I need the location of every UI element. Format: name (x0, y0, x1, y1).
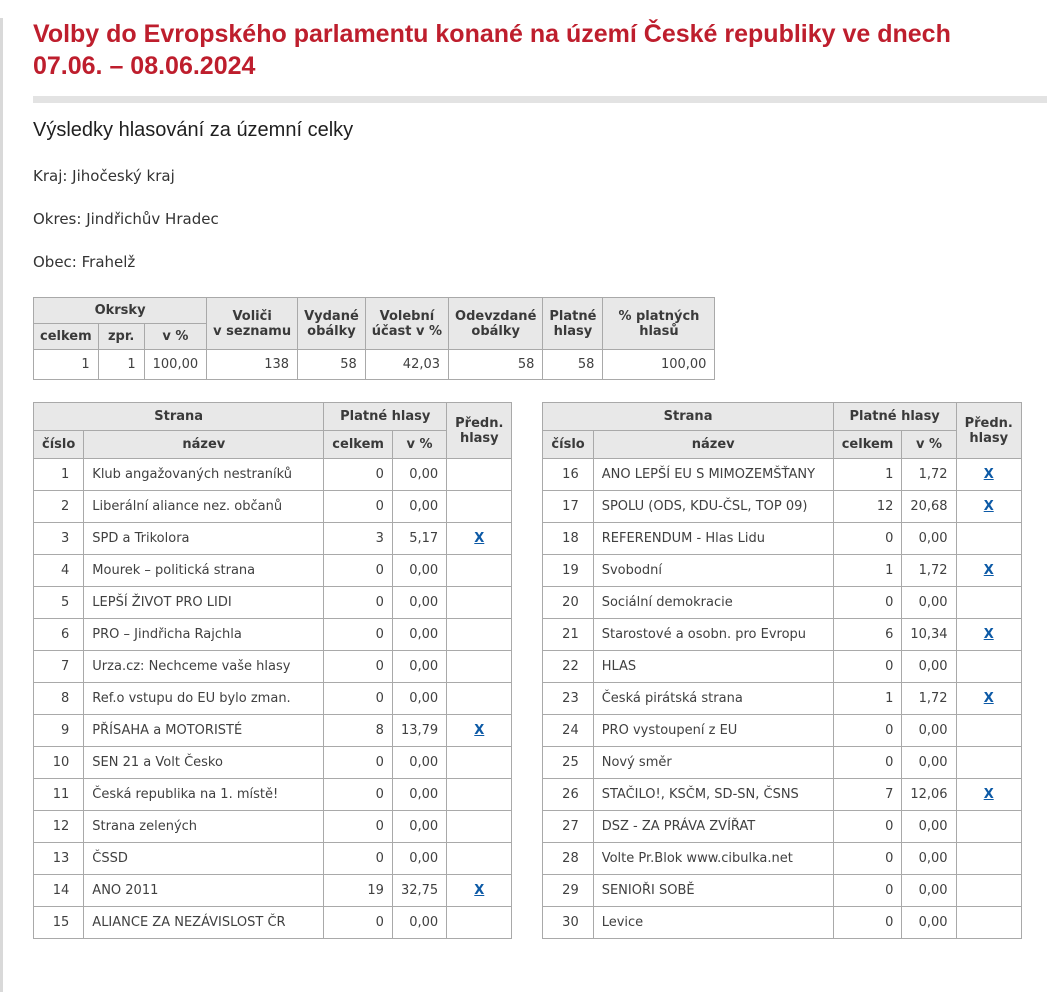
party-header-row-1 (543, 403, 1021, 431)
party-pref-votes-cell (956, 683, 1021, 715)
party-pref-votes-cell (447, 651, 512, 683)
party-total-votes: 0 (324, 779, 393, 811)
party-total-votes: 0 (833, 523, 902, 555)
table-row (34, 907, 512, 939)
pref-votes-link[interactable]: X (983, 787, 994, 802)
party-name: Starostové a osobn. pro Evropu (593, 619, 833, 651)
party-percent: 0,00 (392, 651, 446, 683)
okrsky-header: Okrsky (34, 298, 207, 324)
returned-envelopes-header: Odevzdané obálky (449, 298, 543, 350)
district-line: Okres: Jindřichův Hradec (33, 210, 219, 228)
page-title-line1: Volby do Evropského parlamentu konané na území České republiky ve dnech (33, 20, 951, 48)
pref-votes-link[interactable]: X (983, 563, 994, 578)
table-row (34, 843, 512, 875)
valid-votes-value: 58 (543, 350, 603, 380)
summary-values-row (34, 350, 715, 380)
party-total-votes: 0 (833, 875, 902, 907)
party-pref-votes-cell (956, 811, 1021, 843)
municipality-line: Obec: Frahelž (33, 253, 136, 271)
party-pref-votes-cell (447, 523, 512, 555)
party-number: 2 (34, 491, 84, 523)
party-percent: 0,00 (902, 747, 956, 779)
issued-envelopes-value: 58 (298, 350, 366, 380)
table-row (34, 875, 512, 907)
party-number: 13 (34, 843, 84, 875)
party-number: 29 (543, 875, 593, 907)
valid-votes-group-header: Platné hlasy (833, 403, 956, 431)
party-pref-votes-cell (956, 587, 1021, 619)
table-row (543, 747, 1021, 779)
party-percent: 0,00 (392, 459, 446, 491)
party-number: 21 (543, 619, 593, 651)
party-number: 20 (543, 587, 593, 619)
party-name: Levice (593, 907, 833, 939)
party-percent: 0,00 (392, 555, 446, 587)
party-total-votes: 0 (833, 747, 902, 779)
party-pref-votes-cell (956, 555, 1021, 587)
party-name: Liberální aliance nez. občanů (84, 491, 324, 523)
valid-votes-pct-value: 100,00 (603, 350, 715, 380)
party-percent: 0,00 (392, 683, 446, 715)
party-total-votes: 0 (324, 555, 393, 587)
valid-votes-pct-header: % platných hlasů (603, 298, 715, 350)
table-row (543, 619, 1021, 651)
pref-votes-link[interactable]: X (983, 691, 994, 706)
party-pref-votes-cell (956, 619, 1021, 651)
party-percent: 0,00 (392, 587, 446, 619)
party-total-header: celkem (324, 431, 393, 459)
party-percent: 1,72 (902, 555, 956, 587)
table-row (34, 715, 512, 747)
party-number: 11 (34, 779, 84, 811)
party-pref-votes-cell (447, 747, 512, 779)
okrsky-processed-value: 1 (98, 350, 144, 380)
party-number: 10 (34, 747, 84, 779)
party-total-votes: 0 (833, 651, 902, 683)
party-pref-votes-cell (447, 843, 512, 875)
okrsky-pct-header: v % (144, 324, 207, 350)
pref-votes-header: Předn. hlasy (447, 403, 512, 459)
party-tables-container (33, 402, 1047, 939)
section-title: Výsledky hlasování za územní celky (33, 119, 354, 141)
party-total-votes: 0 (324, 587, 393, 619)
party-table-right (542, 402, 1021, 939)
party-name: DSZ - ZA PRÁVA ZVÍŘAT (593, 811, 833, 843)
party-percent: 0,00 (902, 875, 956, 907)
pref-votes-link[interactable]: X (474, 883, 485, 898)
party-percent: 1,72 (902, 683, 956, 715)
party-pref-votes-cell (447, 907, 512, 939)
party-total-votes: 7 (833, 779, 902, 811)
pref-votes-link[interactable]: X (474, 723, 485, 738)
okrsky-processed-header: zpr. (98, 324, 144, 350)
party-table-left (33, 402, 512, 939)
okrsky-total-value: 1 (34, 350, 99, 380)
party-name: LEPŠÍ ŽIVOT PRO LIDI (84, 587, 324, 619)
party-name-header: název (84, 431, 324, 459)
party-pref-votes-cell (447, 811, 512, 843)
party-name: ANO LEPŠÍ EU S MIMOZEMŠŤANY (593, 459, 833, 491)
party-total-votes: 0 (324, 907, 393, 939)
party-percent: 20,68 (902, 491, 956, 523)
party-pref-votes-cell (447, 715, 512, 747)
party-percent: 0,00 (902, 587, 956, 619)
party-pref-votes-cell (447, 875, 512, 907)
summary-header-row-1 (34, 298, 715, 324)
table-row (543, 555, 1021, 587)
party-number: 19 (543, 555, 593, 587)
party-number: 4 (34, 555, 84, 587)
party-total-votes: 0 (324, 747, 393, 779)
party-pref-votes-cell (956, 491, 1021, 523)
party-total-votes: 19 (324, 875, 393, 907)
party-pref-votes-cell (447, 459, 512, 491)
party-name-header: název (593, 431, 833, 459)
page-left-edge-strip (0, 18, 3, 992)
party-percent: 0,00 (392, 491, 446, 523)
table-row (34, 747, 512, 779)
party-name: SENIOŘI SOBĚ (593, 875, 833, 907)
party-name: Urza.cz: Nechceme vaše hlasy (84, 651, 324, 683)
divider (33, 96, 1047, 103)
party-header: Strana (543, 403, 833, 431)
party-pref-votes-cell (447, 555, 512, 587)
party-name: Sociální demokracie (593, 587, 833, 619)
party-pref-votes-cell (956, 907, 1021, 939)
table-row (543, 715, 1021, 747)
table-row (543, 523, 1021, 555)
party-pref-votes-cell (447, 683, 512, 715)
party-number: 23 (543, 683, 593, 715)
party-percent: 32,75 (392, 875, 446, 907)
valid-votes-header: Platné hlasy (543, 298, 603, 350)
party-number: 12 (34, 811, 84, 843)
party-total-votes: 0 (324, 619, 393, 651)
party-percent: 0,00 (902, 651, 956, 683)
party-total-votes: 0 (833, 907, 902, 939)
turnout-value: 42,03 (365, 350, 448, 380)
table-row (34, 651, 512, 683)
party-percent: 12,06 (902, 779, 956, 811)
party-percent: 0,00 (902, 523, 956, 555)
party-percent: 0,00 (392, 811, 446, 843)
party-total-votes: 1 (833, 555, 902, 587)
party-number: 5 (34, 587, 84, 619)
voters-value: 138 (207, 350, 298, 380)
page-title-line2: 07.06. – 08.06.2024 (33, 52, 256, 80)
pref-votes-link[interactable]: X (983, 467, 994, 482)
party-name: PŘÍSAHA a MOTORISTÉ (84, 715, 324, 747)
party-name: HLAS (593, 651, 833, 683)
party-number: 7 (34, 651, 84, 683)
party-total-votes: 0 (324, 811, 393, 843)
party-name: Ref.o vstupu do EU bylo zman. (84, 683, 324, 715)
party-header-row-1 (34, 403, 512, 431)
party-number: 1 (34, 459, 84, 491)
party-pct-header: v % (902, 431, 956, 459)
party-number: 15 (34, 907, 84, 939)
party-name: REFERENDUM - Hlas Lidu (593, 523, 833, 555)
party-name: Mourek – politická strana (84, 555, 324, 587)
party-pref-votes-cell (956, 715, 1021, 747)
page-content (0, 18, 1047, 959)
party-header: Strana (34, 403, 324, 431)
table-row (34, 619, 512, 651)
party-number: 6 (34, 619, 84, 651)
table-row (543, 683, 1021, 715)
table-row (34, 491, 512, 523)
party-name: Klub angažovaných nestraníků (84, 459, 324, 491)
table-row (543, 907, 1021, 939)
pref-votes-header: Předn. hlasy (956, 403, 1021, 459)
okrsky-pct-value: 100,00 (144, 350, 207, 380)
party-name: STAČILO!, KSČM, SD-SN, ČSNS (593, 779, 833, 811)
pref-votes-link[interactable]: X (983, 499, 994, 514)
party-name: Česká republika na 1. místě! (84, 779, 324, 811)
table-row (543, 491, 1021, 523)
party-pref-votes-cell (956, 459, 1021, 491)
okrsky-total-header: celkem (34, 324, 99, 350)
table-row (34, 683, 512, 715)
issued-envelopes-header: Vydané obálky (298, 298, 366, 350)
returned-envelopes-value: 58 (449, 350, 543, 380)
table-row (34, 523, 512, 555)
table-row (34, 779, 512, 811)
party-name: Volte Pr.Blok www.cibulka.net (593, 843, 833, 875)
party-header-row-2 (34, 431, 512, 459)
party-total-votes: 3 (324, 523, 393, 555)
party-name: SPOLU (ODS, KDU-ČSL, TOP 09) (593, 491, 833, 523)
party-pct-header: v % (392, 431, 446, 459)
party-total-votes: 1 (833, 459, 902, 491)
party-percent: 0,00 (392, 747, 446, 779)
party-pref-votes-cell (447, 491, 512, 523)
pref-votes-link[interactable]: X (983, 627, 994, 642)
party-pref-votes-cell (956, 747, 1021, 779)
party-total-votes: 0 (833, 587, 902, 619)
table-row (543, 587, 1021, 619)
party-percent: 1,72 (902, 459, 956, 491)
party-name: ALIANCE ZA NEZÁVISLOST ČR (84, 907, 324, 939)
party-number: 8 (34, 683, 84, 715)
table-row (543, 875, 1021, 907)
party-name: Svobodní (593, 555, 833, 587)
party-total-votes: 0 (833, 843, 902, 875)
party-number-header: číslo (34, 431, 84, 459)
party-percent: 0,00 (392, 907, 446, 939)
party-number: 14 (34, 875, 84, 907)
party-name: PRO vystoupení z EU (593, 715, 833, 747)
page-title (33, 18, 1013, 82)
party-total-votes: 0 (324, 683, 393, 715)
party-number: 26 (543, 779, 593, 811)
party-pref-votes-cell (447, 619, 512, 651)
party-pref-votes-cell (956, 651, 1021, 683)
party-total-votes: 0 (324, 843, 393, 875)
party-total-header: celkem (833, 431, 902, 459)
region-line: Kraj: Jihočeský kraj (33, 167, 175, 185)
party-number-header: číslo (543, 431, 593, 459)
table-row (543, 459, 1021, 491)
turnout-header: Volební účast v % (365, 298, 448, 350)
party-pref-votes-cell (956, 843, 1021, 875)
table-row (543, 843, 1021, 875)
party-name: ANO 2011 (84, 875, 324, 907)
party-number: 24 (543, 715, 593, 747)
pref-votes-link[interactable]: X (474, 531, 485, 546)
party-percent: 0,00 (902, 715, 956, 747)
party-total-votes: 8 (324, 715, 393, 747)
party-name: Nový směr (593, 747, 833, 779)
party-number: 28 (543, 843, 593, 875)
party-percent: 5,17 (392, 523, 446, 555)
table-row (34, 459, 512, 491)
party-number: 17 (543, 491, 593, 523)
party-pref-votes-cell (447, 587, 512, 619)
party-name: Česká pirátská strana (593, 683, 833, 715)
party-total-votes: 0 (833, 811, 902, 843)
party-total-votes: 6 (833, 619, 902, 651)
valid-votes-group-header: Platné hlasy (324, 403, 447, 431)
summary-table (33, 297, 715, 380)
party-number: 3 (34, 523, 84, 555)
table-row (543, 811, 1021, 843)
party-pref-votes-cell (956, 523, 1021, 555)
party-number: 22 (543, 651, 593, 683)
party-percent: 0,00 (902, 843, 956, 875)
table-row (34, 555, 512, 587)
party-percent: 0,00 (392, 619, 446, 651)
party-total-votes: 0 (833, 715, 902, 747)
voters-header: Voliči v seznamu (207, 298, 298, 350)
party-name: PRO – Jindřicha Rajchla (84, 619, 324, 651)
party-total-votes: 0 (324, 491, 393, 523)
party-number: 9 (34, 715, 84, 747)
party-header-row-2 (543, 431, 1021, 459)
party-percent: 10,34 (902, 619, 956, 651)
party-total-votes: 0 (324, 459, 393, 491)
party-total-votes: 12 (833, 491, 902, 523)
table-row (543, 651, 1021, 683)
party-name: SPD a Trikolora (84, 523, 324, 555)
table-row (34, 587, 512, 619)
party-total-votes: 1 (833, 683, 902, 715)
party-number: 27 (543, 811, 593, 843)
party-number: 25 (543, 747, 593, 779)
party-percent: 0,00 (392, 779, 446, 811)
party-pref-votes-cell (956, 779, 1021, 811)
party-name: Strana zelených (84, 811, 324, 843)
party-pref-votes-cell (956, 875, 1021, 907)
party-number: 30 (543, 907, 593, 939)
party-percent: 0,00 (392, 843, 446, 875)
table-row (34, 811, 512, 843)
party-name: SEN 21 a Volt Česko (84, 747, 324, 779)
party-percent: 13,79 (392, 715, 446, 747)
party-total-votes: 0 (324, 651, 393, 683)
party-percent: 0,00 (902, 811, 956, 843)
party-number: 16 (543, 459, 593, 491)
party-number: 18 (543, 523, 593, 555)
party-percent: 0,00 (902, 907, 956, 939)
table-row (543, 779, 1021, 811)
party-name: ČSSD (84, 843, 324, 875)
party-pref-votes-cell (447, 779, 512, 811)
